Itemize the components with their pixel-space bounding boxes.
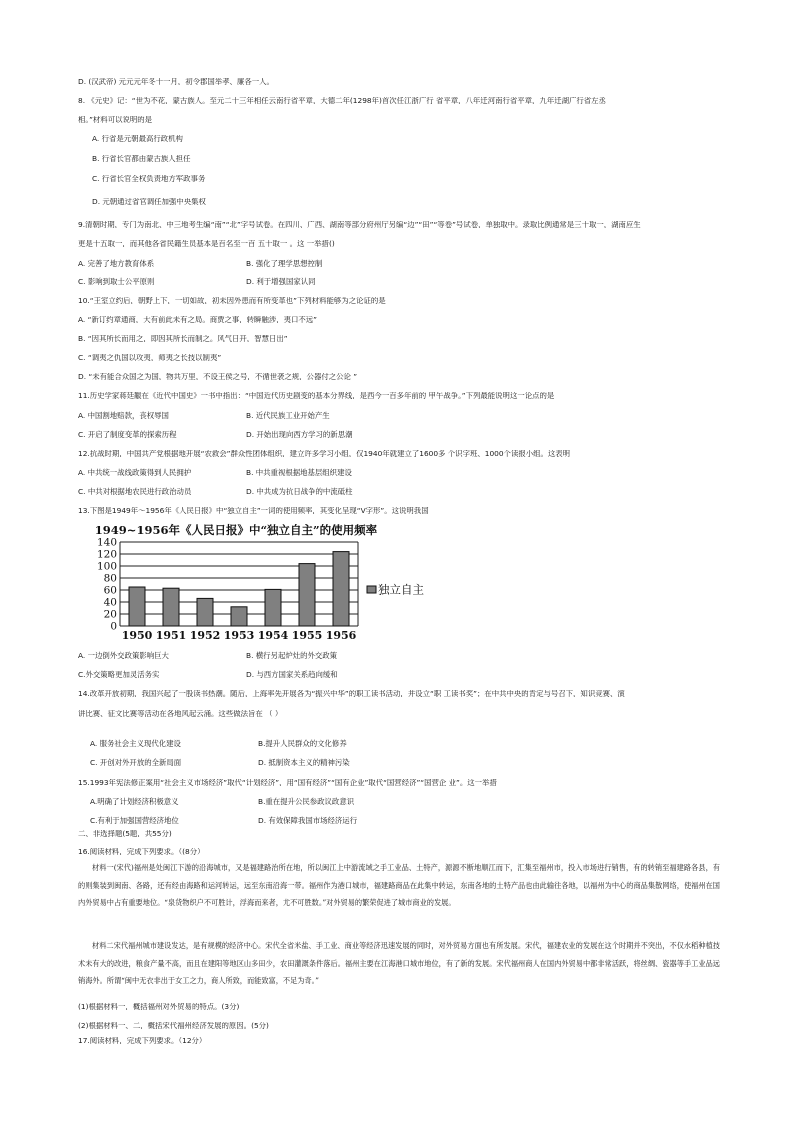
legend-label: 独立自主 bbox=[378, 582, 424, 597]
q14-option-a: A. 服务社会主义现代化建设 bbox=[90, 739, 181, 748]
x-tick-label: 1950 bbox=[121, 629, 153, 642]
bar-1951 bbox=[163, 588, 179, 626]
q11-option-c: C. 开启了制度变革的探索历程 bbox=[78, 430, 177, 439]
q13-option-c: C.外交策略更加灵活务实 bbox=[78, 670, 160, 679]
bar-1956 bbox=[333, 552, 349, 626]
chart-title: 1949~1956年《人民日报》中“独立自主”的使用频率 bbox=[94, 523, 378, 537]
q10-option-a: A. “新订约章通商，大有前此未有之局。商贾之事，转瞬触涉，夷口不远” bbox=[78, 316, 318, 324]
q13-option-b: B. 横行另起炉灶的外交政策 bbox=[246, 651, 338, 660]
material-one: 材料一(宋代)福州是处闽江下游的沿海城市，又是福建路治所在地，所以闽江上中游流域之手工业品、土特产，源源不断地顺江而下，汇集至福州市，投入市场进行销售，有的转销至福建路各县，有的则集装到闽南、各路，还有经由海路和运河转运，远至东南沿海一带。福州作为港口城市，福建路商品在此集中转运，东南各地的土特产品也由此输往各地，以福州为中心的商品集散网络，使福州在国内外贸易中占有重要地位。“泉货物织户不可胜计，浮海而来者，尤不可胜数。”对外贸易的繁荣促进了城市商业的发展。 bbox=[78, 863, 720, 907]
q13-option-d: D. 与西方国家关系趋向缓和 bbox=[246, 670, 338, 679]
q16-stem: 16.阅读材料，完成下列要求。（(8分） bbox=[78, 848, 205, 856]
chart-legend bbox=[367, 583, 424, 597]
bar-1950 bbox=[129, 587, 145, 626]
y-tick-label: 20 bbox=[103, 608, 117, 621]
bar-1954 bbox=[265, 589, 281, 626]
q11-option-b: B. 近代民族工业开始产生 bbox=[246, 411, 330, 420]
q15-option-a: A.明确了计划经济积极意义 bbox=[90, 797, 179, 806]
q13-stem: 13.下图是1949年～1956年《人民日报》中“独立自主”一词的使用频率，其变化呈现“V字形”。这说明我国 bbox=[78, 507, 429, 515]
q10-option-d: D. “未有能合众国之为国，物共万里，不设王侯之号，不循世袭之规，公器付之公论 ” bbox=[78, 373, 358, 381]
q9-option-d: D. 利于增强国家认同 bbox=[246, 277, 316, 286]
section-heading: 二、非选择题(5题，共55分) bbox=[78, 830, 172, 838]
q14-stem: 14.改革开放初期，我国兴起了一股读书热潮。随后，上海率先开展各为“振兴中华”的职工读书活动，并设立“职 工读书奖”；在中共中央的肯定与号召下，知识竞赛、演 bbox=[78, 690, 625, 698]
q10-stem: 10.“王室立约后，朝野上下，一切如故，初未因外患而有所变革也”下列材料能够为之论证的是 bbox=[78, 297, 386, 305]
bar-1955 bbox=[299, 564, 315, 626]
q10-option-c: C. “调夷之仇国以攻夷，师夷之长技以制夷” bbox=[78, 354, 222, 362]
q11-stem: 11.历史学家蒋廷黻在《近代中国史》一书中指出：“中国近代历史剧变的基本分界线，是西今一百多年前的 甲午战争。”下列最能说明这一论点的是 bbox=[78, 392, 555, 400]
q9-option-c: C. 影响到取士公平原则 bbox=[78, 277, 155, 286]
bar-1952 bbox=[197, 598, 213, 626]
q11-option-a: A. 中国割地赔款，丧权辱国 bbox=[78, 411, 169, 420]
q14-option-d: D. 抵制资本主义的精神污染 bbox=[258, 758, 350, 767]
bar-1953 bbox=[231, 607, 247, 626]
legend-swatch bbox=[367, 586, 376, 593]
q16-subquestion-2: (2)根据材料一、二，概括宋代福州经济发展的原因。(5分) bbox=[78, 1022, 269, 1030]
x-tick-label: 1955 bbox=[291, 629, 323, 642]
q12-option-a: A. 中共统一战线政策得到人民拥护 bbox=[78, 468, 192, 477]
q15-stem: 15.1993年宪法修正案用“社会主义市场经济”取代“计划经济”，用“国有经济”“国有企业”取代“国营经济”“国营企 业”。这一举措 bbox=[78, 779, 497, 787]
y-tick-label: 100 bbox=[96, 560, 117, 573]
q9-stem-cont: 更是十五取一，而其他各省民籍生员基本是百名至一百 五十取一 。这 一举措() bbox=[78, 240, 335, 248]
q14-option-b: B.提升人民群众的文化修养 bbox=[258, 739, 347, 748]
q16-subquestion-1: (1)根据材料一，概括福州对外贸易的特点。(3分) bbox=[78, 1003, 240, 1011]
q12-option-c: C. 中共对根据地农民进行政治动员 bbox=[78, 487, 192, 496]
q9-option-a: A. 完善了地方教育体系 bbox=[78, 259, 155, 268]
q15-option-c: C.有利于加强国营经济地位 bbox=[90, 816, 179, 825]
q9-stem: 9.清朝时期，专门为南北、中三地考生编“南”“北”字号试卷。在四川、广西、湖南等部分府州厅另编“边”“田”“等卷”号试卷，单独取中。录取比例通常是三十取一，湖南应生 bbox=[78, 221, 641, 229]
y-tick-label: 60 bbox=[103, 584, 117, 597]
y-tick-label: 80 bbox=[103, 572, 117, 585]
q8-stem: 8. 《元史》记：“世为不花，蒙古族人。至元二十三年相任云南行省平章，大德二年(1298年)首次任江浙广行 省平章，八年迁河南行省平章，九年迁湖广行省左丞 bbox=[78, 97, 606, 105]
q8-option-c: C. 行省长官全权负责地方军政事务 bbox=[92, 175, 206, 183]
y-tick-label: 140 bbox=[96, 536, 117, 549]
x-tick-label: 1956 bbox=[325, 629, 357, 642]
q14-option-c: C. 开创对外开放的全新局面 bbox=[90, 758, 182, 767]
q9-option-b: B. 强化了理学思想控制 bbox=[246, 259, 323, 268]
q17-stem: 17.阅读材料，完成下列要求。（12分） bbox=[78, 1037, 207, 1045]
x-tick-label: 1953 bbox=[223, 629, 255, 642]
q8-stem-cont: 相。”材料可以说明的是 bbox=[78, 116, 153, 124]
y-tick-label: 0 bbox=[110, 620, 117, 633]
q12-stem: 12.抗战时期，中国共产党根据地开展“农救会”群众性团体组织，建立许多学习小组，仅1940年就建立了1600多 个识字班、1000个读报小组。这表明 bbox=[78, 450, 571, 458]
y-tick-label: 120 bbox=[96, 548, 117, 561]
q8-option-a: A. 行省是元朝最高行政机构 bbox=[92, 135, 183, 143]
q7-option-d: D. (汉武帝) 元元元年冬十一月，初令郡国举孝、廉各一人。 bbox=[78, 78, 274, 86]
q15-option-d: D. 有效保障我国市场经济运行 bbox=[258, 816, 358, 825]
x-tick-label: 1954 bbox=[257, 629, 289, 642]
y-tick-label: 40 bbox=[103, 596, 117, 609]
q10-option-b: B. “因其所长而用之，即因其所长而制之。风气日开，智慧日出” bbox=[78, 335, 288, 343]
q13-option-a: A. 一边倒外交政策影响巨大 bbox=[78, 651, 169, 660]
q14-stem-cont: 讲比赛、征文比赛等活动在各地风起云涌。这些做法旨在 （ ） bbox=[78, 710, 283, 718]
material-two: 材料二宋代福州城市建设发达，是有规模的经济中心。宋代全省米盐、手工业、商业等经济迅速发展的同时，对外贸易方面也有所发展。宋代，福建农业的发展在这个时期并不突出，不仅水稻种植技术未有大的改进，粮食产量不高，而且在建阳等地区山多田少，农田灌溉条件落后。福州主要在江海港口城市地位，有了新的发展。宋代福州商人在国内外贸易中都非常活跃，将丝绸、瓷器等手工业品远销海外。所谓“闽中无衣非出于女工之力，商人所致，而能致富，不足为奇。” bbox=[78, 941, 720, 985]
q8-option-b: B. 行省长官都由蒙古族人担任 bbox=[92, 155, 191, 163]
q12-option-d: D. 中共成为抗日战争的中流砥柱 bbox=[246, 487, 353, 496]
q8-option-d: D. 元朝通过省官调任加强中央集权 bbox=[92, 198, 206, 206]
usage-frequency-chart bbox=[86, 523, 466, 645]
q12-option-b: B. 中共重视根据地基层组织建设 bbox=[246, 468, 352, 477]
x-tick-label: 1951 bbox=[155, 629, 187, 642]
q11-option-d: D. 开始出现向西方学习的新思潮 bbox=[246, 430, 353, 439]
q15-option-b: B.重在提升公民参政议政意识 bbox=[258, 797, 355, 806]
x-tick-label: 1952 bbox=[189, 629, 221, 642]
